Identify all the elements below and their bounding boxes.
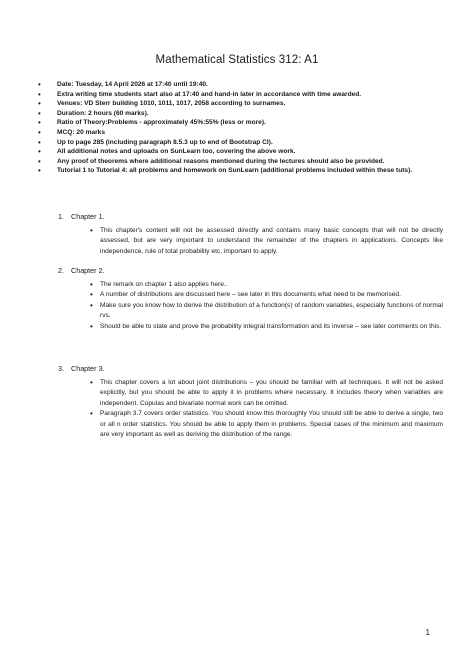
bullet-icon: • bbox=[38, 108, 41, 118]
chapter-heading: 3. Chapter 3. bbox=[58, 364, 105, 373]
chapter-points bbox=[58, 226, 443, 257]
bullet-icon: • bbox=[90, 280, 93, 289]
list-item: • Extra writing time students start also at 17:40 and hand-in later in accordance with time awarded. bbox=[38, 89, 362, 99]
bullet-icon: • bbox=[90, 290, 93, 300]
chapter-3-section bbox=[58, 364, 443, 440]
list-item: • A number of distributions are discussed here – see later in this documents what need to be memorised. bbox=[90, 290, 401, 300]
chapter-heading: 1. Chapter 1. bbox=[58, 212, 105, 221]
bullet-icon: • bbox=[90, 378, 93, 387]
bullet-icon: • bbox=[90, 409, 93, 419]
chapter-heading: 2. Chapter 2. bbox=[58, 266, 105, 275]
chapter-points bbox=[58, 280, 443, 332]
bullet-icon: • bbox=[38, 127, 41, 137]
list-item: • Should be able to state and prove the probability integral transformation and its inverse – see later comments on this. bbox=[90, 321, 442, 331]
bullet-icon: • bbox=[38, 166, 41, 176]
bullet-icon: • bbox=[38, 80, 41, 89]
list-item: • This chapter's content will not be assessed directly and contains many basic concepts that will not be directly assessed, but are very important to understand the remainder of the chapters in applications. Concepts like independence, rule of total probability etc. important to apply. bbox=[90, 226, 443, 255]
chapter-2-section bbox=[58, 266, 443, 332]
list-item: • Date: Tuesday, 14 April 2026 at 17:40 until 19:40. bbox=[38, 80, 208, 89]
bullet-icon: • bbox=[38, 147, 41, 157]
bullet-icon: • bbox=[90, 226, 93, 235]
bullet-icon: • bbox=[38, 156, 41, 166]
bullet-icon: • bbox=[38, 118, 41, 128]
exam-info-list bbox=[38, 80, 443, 176]
list-item: • Make sure you know how to derive the distribution of a function(s) of random variables, especially functions of normal rvs. bbox=[90, 300, 443, 320]
list-item: • Up to page 285 (including paragraph 8.5.3 up to end of Bootstrap CI). bbox=[38, 137, 273, 147]
list-item: • Ratio of Theory:Problems - approximately 45%:55% (less or more). bbox=[38, 118, 266, 128]
chapter-points bbox=[58, 378, 443, 440]
list-item: • Any proof of theorems where additional reasons mentioned during the lectures should also be provided. bbox=[38, 156, 385, 166]
list-item: • This chapter covers a lot about joint distributions – you should be familiar with all techniques. It will not be asked explicitly, but you should be able to apply it in problems where necessary. It includes theory when variables are independent. Copulas and bivariate normal work can be omitted. bbox=[90, 378, 443, 407]
page-number: 1 bbox=[425, 628, 430, 637]
list-item: • Paragraph 3.7 covers order statistics. You should know this thoroughly You should still be able to derive a single, two or all n order statistics. You should be able to apply them in problems. Special cases of the minimum and maximum are very important as well as deriving the distribution of the range. bbox=[90, 409, 443, 439]
bullet-icon: • bbox=[38, 137, 41, 147]
chapter-1-section bbox=[58, 212, 443, 257]
page-title: Mathematical Statistics 312: A1 bbox=[155, 54, 319, 66]
list-item: • Tutorial 1 to Tutorial 4: all problems and homework on SunLearn (additional problems included within these tuts). bbox=[38, 166, 413, 176]
bullet-icon: • bbox=[90, 300, 93, 310]
list-item: • All additional notes and uploads on SunLearn too, covering the above work. bbox=[38, 147, 296, 157]
list-item: • The remark on chapter 1 also applies here.. bbox=[90, 280, 228, 289]
bullet-icon: • bbox=[90, 321, 93, 331]
list-item: • Duration: 2 hours (60 marks). bbox=[38, 108, 149, 118]
bullet-icon: • bbox=[38, 89, 41, 99]
list-item: • MCQ: 20 marks bbox=[38, 127, 106, 137]
list-item: • Venues: VD Sterr building 1010, 1011, 1017, 2058 according to surnames. bbox=[38, 99, 286, 109]
bullet-icon: • bbox=[38, 99, 41, 109]
